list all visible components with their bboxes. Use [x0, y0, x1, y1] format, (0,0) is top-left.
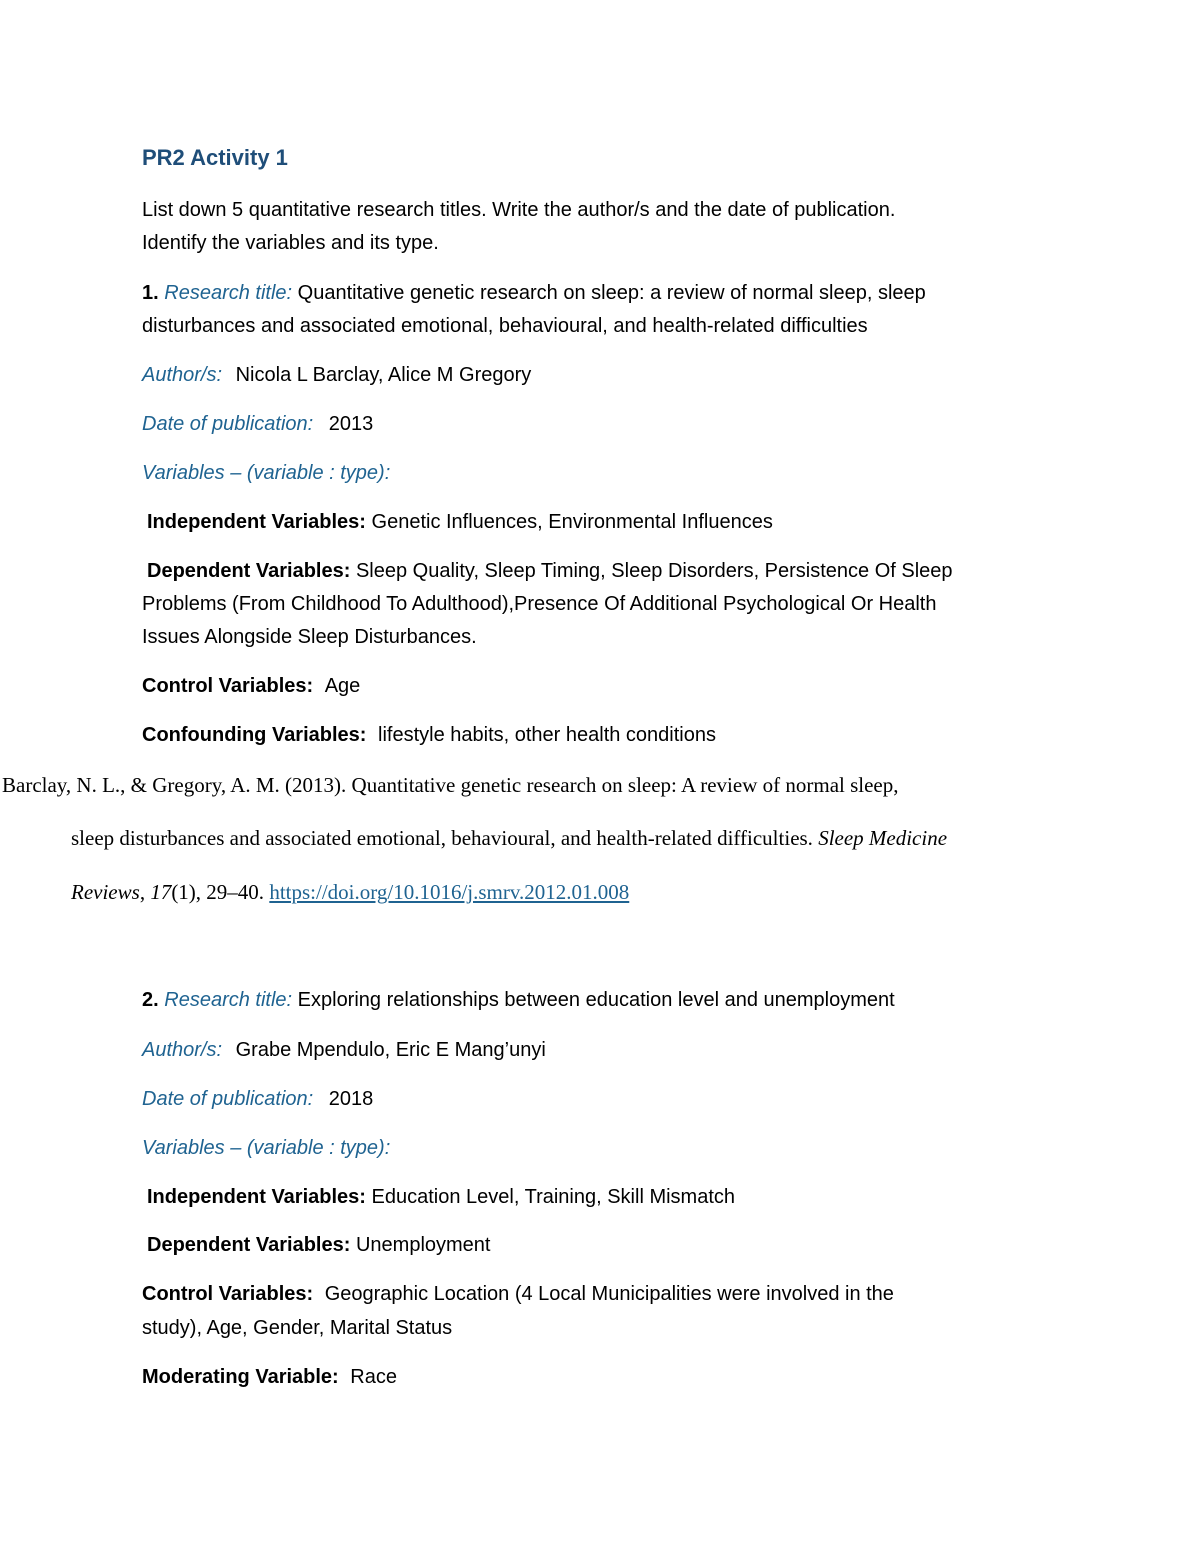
entry1-independent-row — [147, 506, 773, 539]
entry1-citation-journal: Sleep Medicine — [818, 826, 948, 850]
entry1-citation-sep: , — [139, 880, 151, 904]
entry1-dependent-row — [147, 555, 953, 588]
entry1-citation-line-3 — [71, 876, 629, 909]
entry1-research-title-text: Quantitative genetic research on sleep: a review of normal sleep, sleep — [297, 282, 926, 304]
entry2-variables-heading: Variables – (variable : type): — [142, 1137, 391, 1159]
entry2-independent-label: Independent Variables: — [147, 1186, 366, 1208]
entry1-citation-text: sleep disturbances and associated emotional, behavioural, and health-related difficulties. — [71, 826, 819, 850]
entry1-control-value: Age — [324, 675, 361, 697]
entry2-control-line-2: study), Age, Gender, Marital Status — [142, 1317, 453, 1339]
entry1-citation-line-1: Barclay, N. L., & Gregory, A. M. (2013). Quantitative genetic research on sleep: A review of normal sleep, — [2, 773, 899, 797]
entry1-control-label: Control Variables: — [142, 675, 314, 697]
entry1-confounding-label: Confounding Variables: — [142, 724, 367, 746]
entry1-authors-label: Author/s: — [142, 364, 223, 386]
entry2-independent-row — [147, 1181, 735, 1214]
entry1-control-row — [142, 670, 360, 703]
entry2-authors-label: Author/s: — [142, 1039, 223, 1061]
entry1-citation-volume: 17 — [150, 880, 172, 904]
entry2-research-title-label: Research title: — [164, 989, 293, 1011]
entry2-title-line-1 — [142, 984, 895, 1017]
entry1-doi-link[interactable]: https://doi.org/10.1016/j.smrv.2012.01.008 — [269, 880, 630, 904]
entry1-date-value: 2013 — [328, 413, 374, 435]
entry1-dependent-line-3: Issues Alongside Sleep Disturbances. — [142, 626, 477, 648]
instructions-line-1: List down 5 quantitative research titles. Write the author/s and the date of publication. — [142, 199, 896, 221]
entry2-dependent-value: Unemployment — [355, 1234, 491, 1256]
entry2-date-label: Date of publication: — [142, 1088, 314, 1110]
entry1-authors-row — [142, 359, 531, 392]
entry2-date-row — [142, 1083, 373, 1116]
entry1-dependent-line-2: Problems (From Childhood To Adulthood),Presence Of Additional Psychological Or Health — [142, 593, 937, 615]
entry1-citation-journal-cont: Reviews — [71, 880, 140, 904]
entry1-independent-value: Genetic Influences, Environmental Influences — [371, 511, 773, 533]
entry2-moderating-value: Race — [350, 1366, 397, 1388]
entry2-dependent-label: Dependent Variables: — [147, 1234, 351, 1256]
entry2-control-label: Control Variables: — [142, 1283, 314, 1305]
entry1-number: 1. — [142, 282, 159, 304]
page-title: PR2 Activity 1 — [142, 145, 288, 170]
entry1-confounding-row — [142, 719, 716, 752]
entry1-date-row — [142, 408, 373, 441]
entry1-title-line-2: disturbances and associated emotional, behavioural, and health-related difficulties — [142, 315, 868, 337]
entry1-authors-value: Nicola L Barclay, Alice M Gregory — [235, 364, 532, 386]
entry2-date-value: 2018 — [328, 1088, 374, 1110]
entry2-moderating-label: Moderating Variable: — [142, 1366, 339, 1388]
entry1-citation-pages: (1), 29–40. — [171, 880, 270, 904]
entry1-confounding-value: lifestyle habits, other health conditions — [378, 724, 716, 746]
entry1-research-title-label: Research title: — [164, 282, 293, 304]
entry2-number: 2. — [142, 989, 159, 1011]
entry2-control-value-line-1: Geographic Location (4 Local Municipalities were involved in the — [324, 1283, 894, 1305]
entry1-dependent-value-line-1: Sleep Quality, Sleep Timing, Sleep Disorders, Persistence Of Sleep — [355, 560, 953, 582]
entry2-moderating-row — [142, 1361, 397, 1394]
entry1-citation-line-2 — [71, 822, 947, 855]
entry2-dependent-row — [147, 1229, 490, 1262]
entry1-date-label: Date of publication: — [142, 413, 314, 435]
entry2-authors-value: Grabe Mpendulo, Eric E Mang’unyi — [235, 1039, 546, 1061]
entry1-variables-heading: Variables – (variable : type): — [142, 462, 391, 484]
entry1-independent-label: Independent Variables: — [147, 511, 366, 533]
entry1-title-line-1 — [142, 277, 926, 310]
entry2-control-row — [142, 1278, 894, 1311]
entry2-authors-row — [142, 1034, 546, 1067]
entry2-research-title-text: Exploring relationships between education level and unemployment — [297, 989, 895, 1011]
instructions-line-2: Identify the variables and its type. — [142, 232, 439, 254]
entry1-dependent-label: Dependent Variables: — [147, 560, 351, 582]
entry2-independent-value: Education Level, Training, Skill Mismatch — [371, 1186, 736, 1208]
